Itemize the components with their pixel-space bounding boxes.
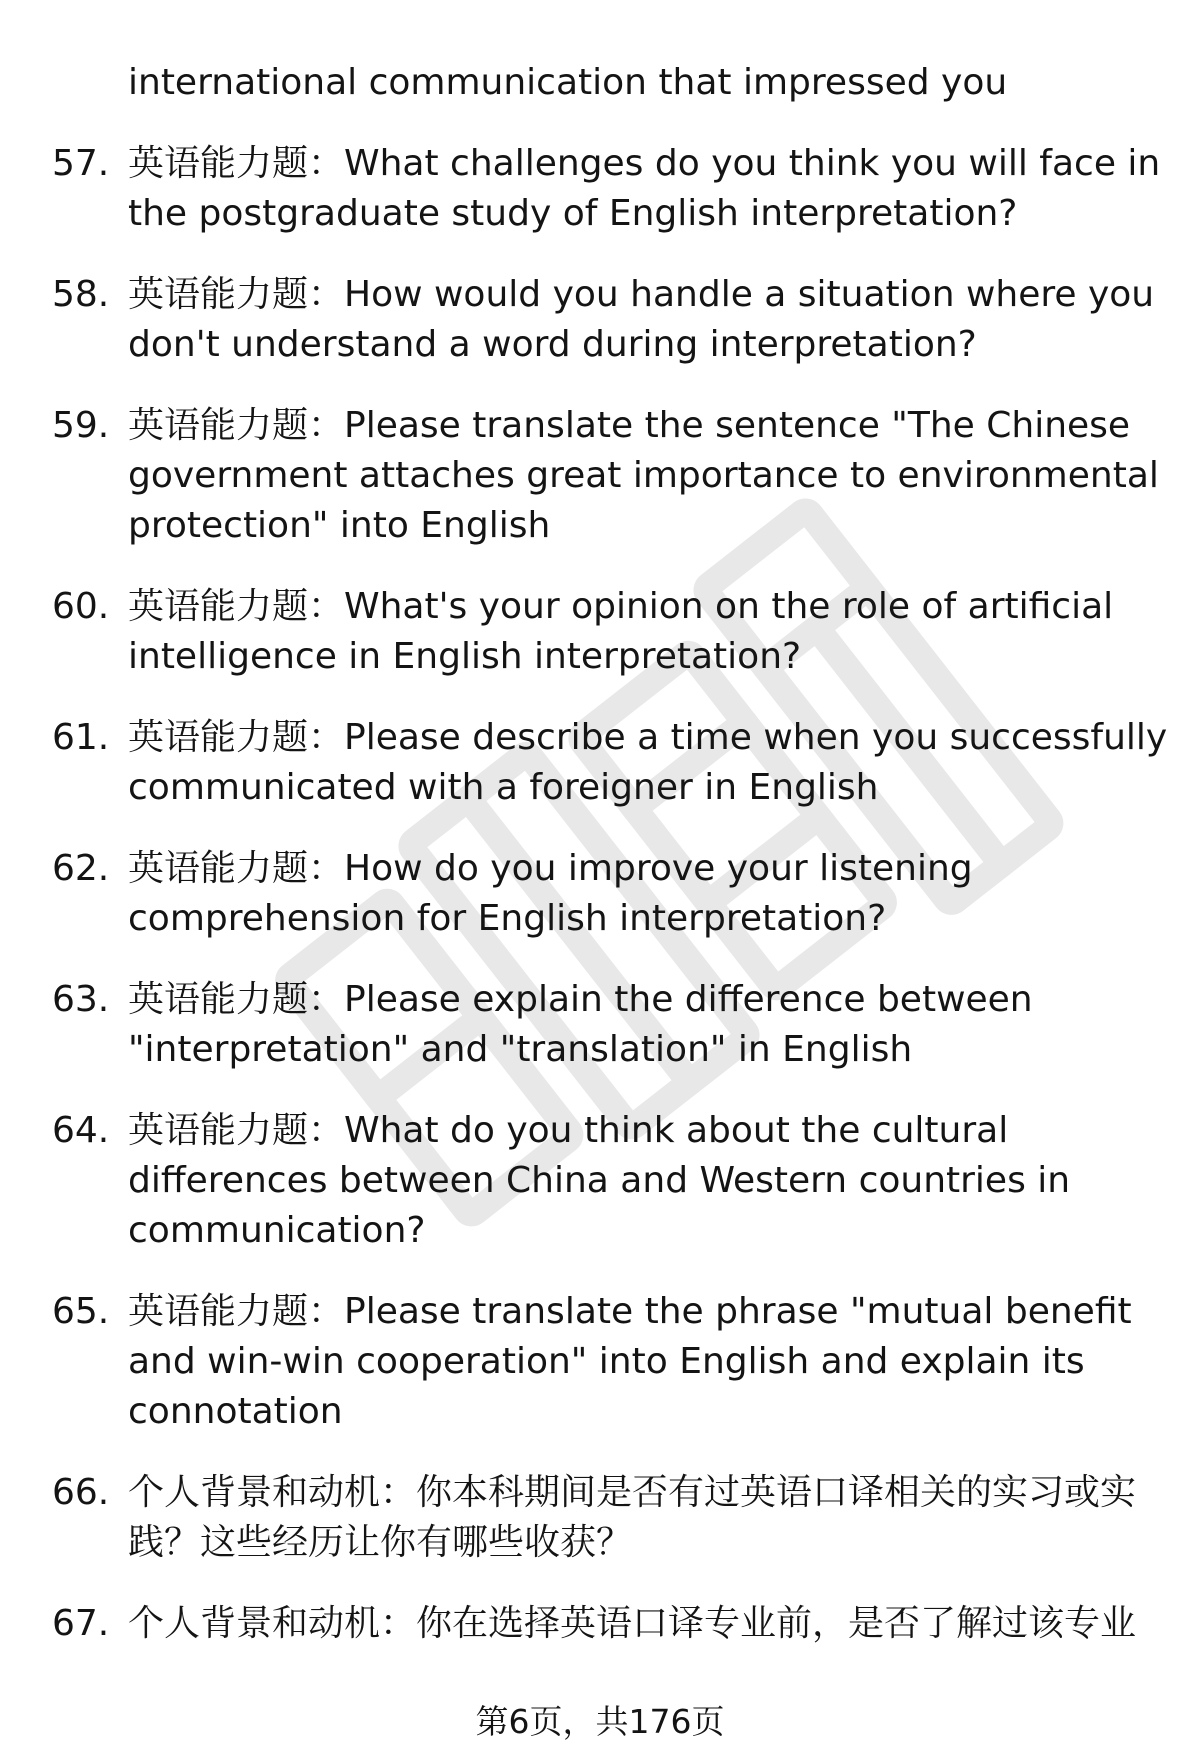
question-item-65 xyxy=(52,1287,1142,1437)
question-line: government attaches great importance to environmental xyxy=(128,455,1159,496)
page-number-footer: 第6页，共176页 xyxy=(475,1702,725,1741)
question-number: 58. xyxy=(52,274,110,315)
question-number: 62. xyxy=(52,848,110,889)
question-item-60 xyxy=(52,582,1142,682)
question-line: 英语能力题：Please translate the phrase "mutual benefit xyxy=(128,1291,1132,1332)
question-line: 英语能力题：What do you think about the cultural xyxy=(128,1110,1009,1151)
question-text xyxy=(128,1468,1142,1568)
question-number: 61. xyxy=(52,717,110,758)
question-text xyxy=(128,1106,1142,1256)
question-number: 60. xyxy=(52,586,110,627)
question-line: comprehension for English interpretation? xyxy=(128,898,887,939)
question-line: intelligence in English interpretation? xyxy=(128,636,802,677)
question-line: 英语能力题：How would you handle a situation where you xyxy=(128,274,1155,315)
question-line: 践？这些经历让你有哪些收获？ xyxy=(128,1522,633,1563)
question-number: 59. xyxy=(52,405,110,446)
question-item-59 xyxy=(52,401,1159,551)
question-line: 英语能力题：Please translate the sentence "The Chinese xyxy=(128,405,1131,446)
question-item-66 xyxy=(52,1468,1142,1568)
question-item-57 xyxy=(52,139,1161,239)
question-line: 英语能力题：What challenges do you think you will face in xyxy=(128,143,1161,184)
continued-question-text: international communication that impressed you xyxy=(128,62,1008,103)
question-text xyxy=(128,270,1155,370)
question-line: the postgraduate study of English interpretation? xyxy=(128,193,1018,234)
question-line: 英语能力题：What's your opinion on the role of artificial xyxy=(128,586,1114,627)
question-line: communicated with a foreigner in English xyxy=(128,767,879,808)
question-line: 个人背景和动机：你本科期间是否有过英语口译相关的实习或实 xyxy=(128,1472,1137,1513)
question-item-67 xyxy=(52,1599,1142,1649)
question-line: 英语能力题：Please describe a time when you successfully xyxy=(128,717,1168,758)
question-line: 英语能力题：How do you improve your listening xyxy=(128,848,973,889)
question-line: and win-win cooperation" into English and explain its xyxy=(128,1341,1085,1382)
question-item-63 xyxy=(52,975,1142,1075)
question-text xyxy=(128,1599,1142,1649)
question-line: differences between China and Western countries in xyxy=(128,1160,1071,1201)
question-list xyxy=(52,58,1168,1649)
question-line: connotation xyxy=(128,1391,343,1432)
question-line: "interpretation" and "translation" in English xyxy=(128,1029,913,1070)
question-text xyxy=(128,582,1142,682)
question-item-62 xyxy=(52,844,1142,944)
question-text xyxy=(128,401,1159,551)
question-number: 65. xyxy=(52,1291,110,1332)
question-text xyxy=(128,844,1142,944)
question-line: 个人背景和动机：你在选择英语口译专业前，是否了解过该专业 xyxy=(128,1603,1137,1644)
question-text xyxy=(128,713,1168,813)
question-line: don't understand a word during interpretation? xyxy=(128,324,977,365)
question-line: protection" into English xyxy=(128,505,551,546)
question-item-61 xyxy=(52,713,1168,813)
question-item-64 xyxy=(52,1106,1142,1256)
question-text xyxy=(128,975,1142,1075)
question-item-58 xyxy=(52,270,1155,370)
question-number: 57. xyxy=(52,143,110,184)
question-number: 63. xyxy=(52,979,110,1020)
question-text xyxy=(128,139,1161,239)
question-number: 66. xyxy=(52,1472,110,1513)
question-line: communication? xyxy=(128,1210,426,1251)
question-number: 64. xyxy=(52,1110,110,1151)
question-text xyxy=(128,1287,1142,1437)
question-line: 英语能力题：Please explain the difference between xyxy=(128,979,1033,1020)
question-number: 67. xyxy=(52,1603,110,1644)
